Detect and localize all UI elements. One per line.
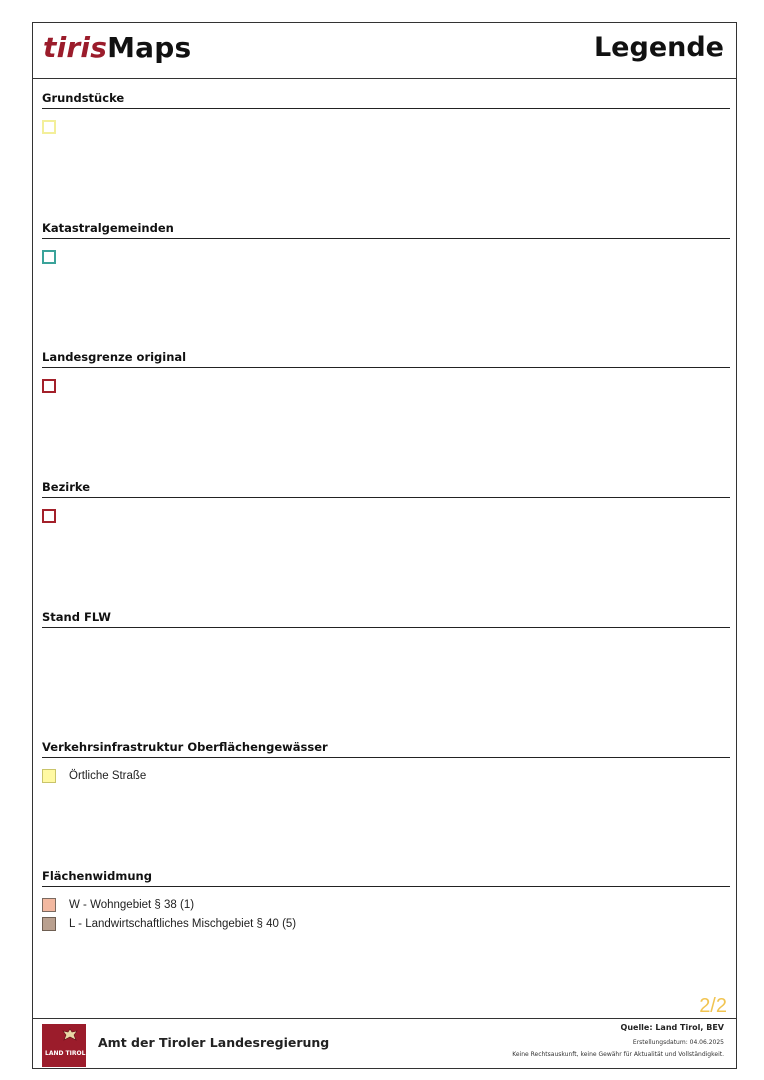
section-verkehrsinfrastruktur <box>42 737 730 785</box>
fill-swatch-icon <box>42 898 56 912</box>
section-katastralgemeinden <box>42 218 730 266</box>
section-title: Katastralgemeinden <box>42 218 730 239</box>
outline-swatch-icon <box>42 509 56 523</box>
logo-part-tiris: tiris <box>43 31 108 64</box>
section-bezirke <box>42 477 730 525</box>
section-grundstuecke <box>42 88 730 136</box>
section-title: Landesgrenze original <box>42 347 730 368</box>
tirismaps-logo <box>43 31 191 64</box>
section-title: Flächenwidmung <box>42 866 730 887</box>
section-title: Verkehrsinfrastruktur Oberflächengewässer <box>42 737 730 758</box>
legend-item <box>42 914 730 933</box>
section-landesgrenze <box>42 347 730 395</box>
page-title: Legende <box>593 32 724 63</box>
legend-item <box>42 117 730 136</box>
section-title: Grundstücke <box>42 88 730 109</box>
outline-swatch-icon <box>42 379 56 393</box>
organization-name: Amt der Tiroler Landesregierung <box>98 1035 330 1050</box>
crest-text: LAND TIROL <box>45 1050 86 1057</box>
legend-item <box>42 766 730 785</box>
source-text: Quelle: Land Tirol, BEV <box>620 1023 724 1032</box>
legend-item <box>42 506 730 525</box>
legend-item-label: W - Wohngebiet § 38 (1) <box>69 898 195 911</box>
legend-page <box>32 22 737 1069</box>
legend-item <box>42 376 730 395</box>
page-number: 2/2 <box>699 995 727 1017</box>
legend-item-label: L - Landwirtschaftliches Mischgebiet § 40 (5) <box>69 917 297 930</box>
header <box>33 23 736 79</box>
legend-item-label: Örtliche Straße <box>69 769 147 782</box>
section-title: Bezirke <box>42 477 730 498</box>
logo-part-maps: Maps <box>107 31 192 64</box>
footer <box>33 1018 736 1071</box>
fill-swatch-icon <box>42 769 56 783</box>
creation-date: Erstellungsdatum: 04.06.2025 <box>632 1039 724 1046</box>
section-flaechenwidmung <box>42 866 730 933</box>
outline-swatch-icon <box>42 250 56 264</box>
disclaimer-text: Keine Rechtsauskunft, keine Gewähr für Aktualität und Vollständigkeit. <box>512 1051 724 1058</box>
land-tirol-crest <box>42 1024 86 1067</box>
section-stand-flw <box>42 607 730 636</box>
legend-item <box>42 895 730 914</box>
section-title: Stand FLW <box>42 607 730 628</box>
fill-swatch-icon <box>42 917 56 931</box>
legend-item <box>42 247 730 266</box>
outline-swatch-icon <box>42 120 56 134</box>
eagle-icon <box>62 1028 78 1042</box>
